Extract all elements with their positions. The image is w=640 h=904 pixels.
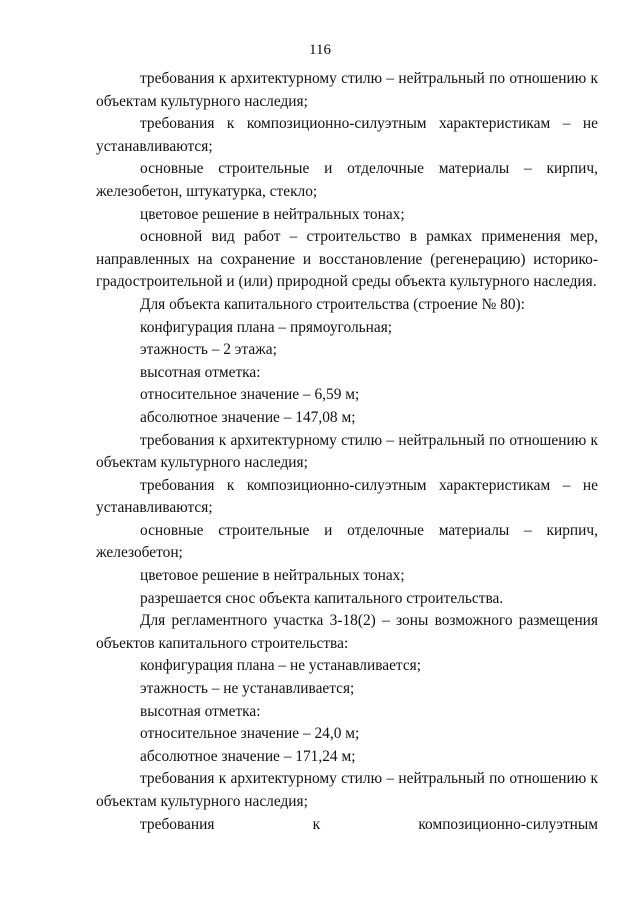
paragraph: основной вид работ – строительство в рамках применения мер, направленных на сохранение и восстановление (регенерацию) историко-градостроительной и (или) природной среды объекта культурного наследия. xyxy=(96,228,598,291)
paragraph: основные строительные и отделочные материалы – кирпич, железобетон; xyxy=(96,521,598,562)
paragraph: требования к архитектурному стилю – нейтральный по отношению к объектам культурного наследия; xyxy=(96,70,598,110)
paragraph: требования к композиционно-силуэтным характеристикам – не устанавливаются; xyxy=(96,476,598,517)
paragraph: абсолютное значение – 147,08 м; xyxy=(140,408,356,426)
page-body xyxy=(96,68,598,836)
paragraph: Для объекта капитального строительства (строение № 80): xyxy=(140,295,525,313)
page-number: 116 xyxy=(309,42,331,58)
paragraph: требования к композиционно-силуэтным характеристикам – не устанавливаются; xyxy=(96,115,598,155)
paragraph: относительное значение – 6,59 м; xyxy=(140,386,360,404)
paragraph: основные строительные и отделочные материалы – кирпич, железобетон, штукатурка, стекло; xyxy=(96,160,598,200)
paragraph: этажность – 2 этажа; xyxy=(140,341,277,359)
paragraph: требования к архитектурному стилю – нейтральный по отношению к объектам культурного наследия; xyxy=(96,770,598,810)
paragraph: цветовое решение в нейтральных тонах; xyxy=(140,205,405,223)
paragraph: цветовое решение в нейтральных тонах; xyxy=(140,567,405,585)
paragraph: Для регламентного участка 3-18(2) – зоны возможного размещения объектов капитального строительства: xyxy=(96,612,598,652)
paragraph: требования к композиционно-силуэтным xyxy=(140,815,598,833)
paragraph: относительное значение – 24,0 м; xyxy=(140,725,360,743)
paragraph: требования к архитектурному стилю – нейтральный по отношению к объектам культурного наследия; xyxy=(96,431,598,472)
paragraph: этажность – не устанавливается; xyxy=(140,680,355,698)
paragraph: высотная отметка: xyxy=(140,702,261,720)
paragraph: разрешается снос объекта капитального строительства. xyxy=(140,589,504,607)
paragraph: конфигурация плана – не устанавливается; xyxy=(140,657,422,675)
paragraph: высотная отметка: xyxy=(140,363,261,381)
paragraph: конфигурация плана – прямоугольная; xyxy=(140,318,393,336)
paragraph: абсолютное значение – 171,24 м; xyxy=(140,747,356,765)
